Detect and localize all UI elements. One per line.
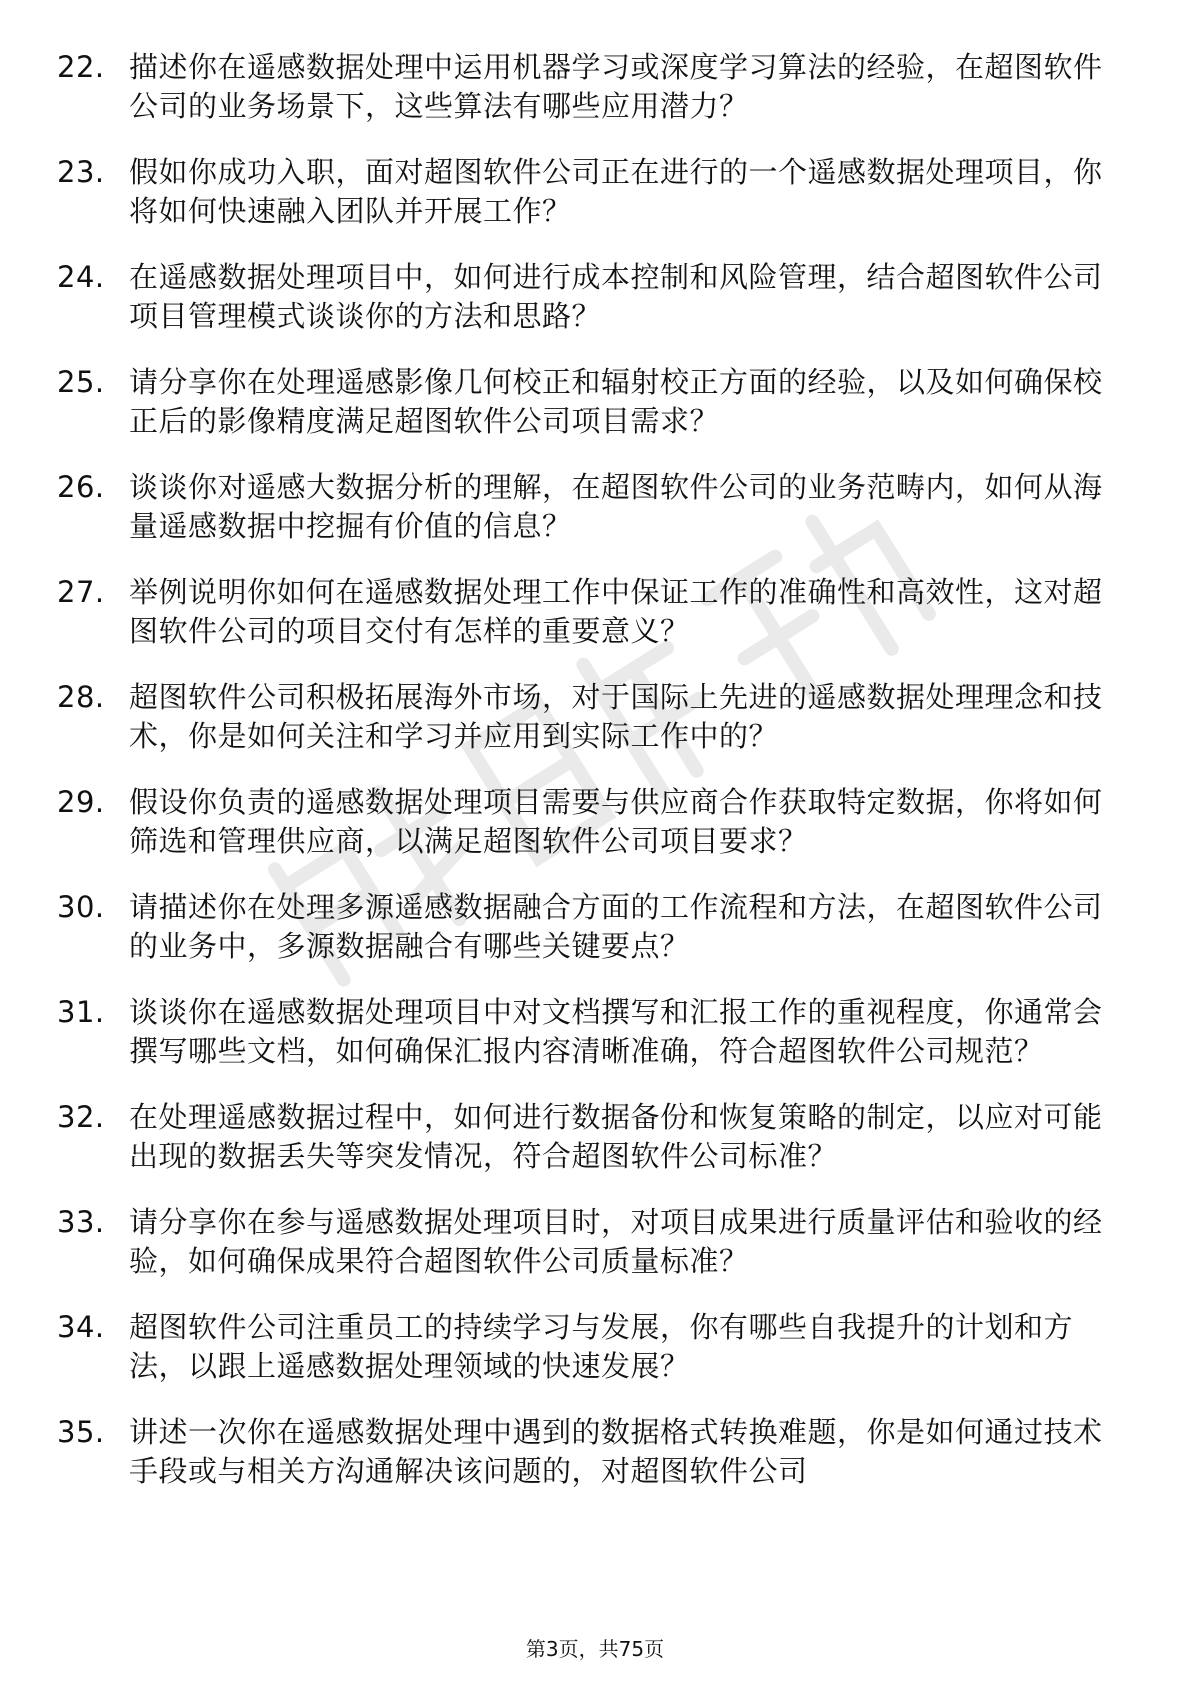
question-text: 谈谈你在遥感数据处理项目中对文档撰写和汇报工作的重视程度，你通常会撰写哪些文档，如何确保汇报内容清晰准确，符合超图软件公司规范？ bbox=[129, 995, 1103, 1068]
question-list bbox=[0, 48, 1190, 1518]
question-number: 32. bbox=[57, 1100, 105, 1134]
question-text: 举例说明你如何在遥感数据处理工作中保证工作的准确性和高效性，这对超图软件公司的项目交付有怎样的重要意义？ bbox=[129, 575, 1103, 648]
question-item bbox=[0, 1098, 1190, 1176]
question-text: 请分享你在处理遥感影像几何校正和辐射校正方面的经验，以及如何确保校正后的影像精度满足超图软件公司项目需求？ bbox=[129, 365, 1103, 438]
page-footer: 第3页，共75页 bbox=[525, 1637, 665, 1661]
question-text: 讲述一次你在遥感数据处理中遇到的数据格式转换难题，你是如何通过技术手段或与相关方沟通解决该问题的，对超图软件公司 bbox=[129, 1415, 1103, 1488]
question-text: 请分享你在参与遥感数据处理项目时，对项目成果进行质量评估和验收的经验，如何确保成果符合超图软件公司质量标准？ bbox=[129, 1205, 1103, 1278]
question-number: 25. bbox=[57, 365, 105, 399]
question-number: 26. bbox=[57, 470, 105, 504]
question-item bbox=[0, 48, 1190, 126]
question-text: 描述你在遥感数据处理中运用机器学习或深度学习算法的经验，在超图软件公司的业务场景下，这些算法有哪些应用潜力？ bbox=[129, 50, 1103, 123]
question-number: 29. bbox=[57, 785, 105, 819]
question-number: 24. bbox=[57, 260, 105, 294]
question-item bbox=[0, 573, 1190, 651]
question-item bbox=[0, 258, 1190, 336]
question-text: 假如你成功入职，面对超图软件公司正在进行的一个遥感数据处理项目，你将如何快速融入团队并开展工作？ bbox=[129, 155, 1103, 228]
question-number: 22. bbox=[57, 50, 105, 84]
question-text: 在处理遥感数据过程中，如何进行数据备份和恢复策略的制定，以应对可能出现的数据丢失等突发情况，符合超图软件公司标准？ bbox=[129, 1100, 1103, 1173]
question-number: 27. bbox=[57, 575, 105, 609]
question-item bbox=[0, 888, 1190, 966]
question-text: 超图软件公司注重员工的持续学习与发展，你有哪些自我提升的计划和方法，以跟上遥感数据处理领域的快速发展？ bbox=[129, 1310, 1074, 1383]
question-item bbox=[0, 1308, 1190, 1386]
question-number: 23. bbox=[57, 155, 105, 189]
question-text: 在遥感数据处理项目中，如何进行成本控制和风险管理，结合超图软件公司项目管理模式谈谈你的方法和思路？ bbox=[129, 260, 1103, 333]
question-number: 34. bbox=[57, 1310, 105, 1344]
question-text: 超图软件公司积极拓展海外市场，对于国际上先进的遥感数据处理理念和技术，你是如何关注和学习并应用到实际工作中的？ bbox=[129, 680, 1103, 753]
question-item bbox=[0, 1413, 1190, 1491]
question-number: 35. bbox=[57, 1415, 105, 1449]
question-text: 请描述你在处理多源遥感数据融合方面的工作流程和方法，在超图软件公司的业务中，多源数据融合有哪些关键要点？ bbox=[129, 890, 1103, 963]
question-item bbox=[0, 678, 1190, 756]
question-number: 33. bbox=[57, 1205, 105, 1239]
question-item bbox=[0, 1203, 1190, 1281]
question-item bbox=[0, 783, 1190, 861]
question-number: 30. bbox=[57, 890, 105, 924]
question-item bbox=[0, 153, 1190, 231]
question-item bbox=[0, 363, 1190, 441]
question-text: 假设你负责的遥感数据处理项目需要与供应商合作获取特定数据，你将如何筛选和管理供应商，以满足超图软件公司项目要求？ bbox=[129, 785, 1103, 858]
question-number: 28. bbox=[57, 680, 105, 714]
question-item bbox=[0, 993, 1190, 1071]
question-text: 谈谈你对遥感大数据分析的理解，在超图软件公司的业务范畴内，如何从海量遥感数据中挖掘有价值的信息？ bbox=[129, 470, 1103, 543]
question-number: 31. bbox=[57, 995, 105, 1029]
question-item bbox=[0, 468, 1190, 546]
